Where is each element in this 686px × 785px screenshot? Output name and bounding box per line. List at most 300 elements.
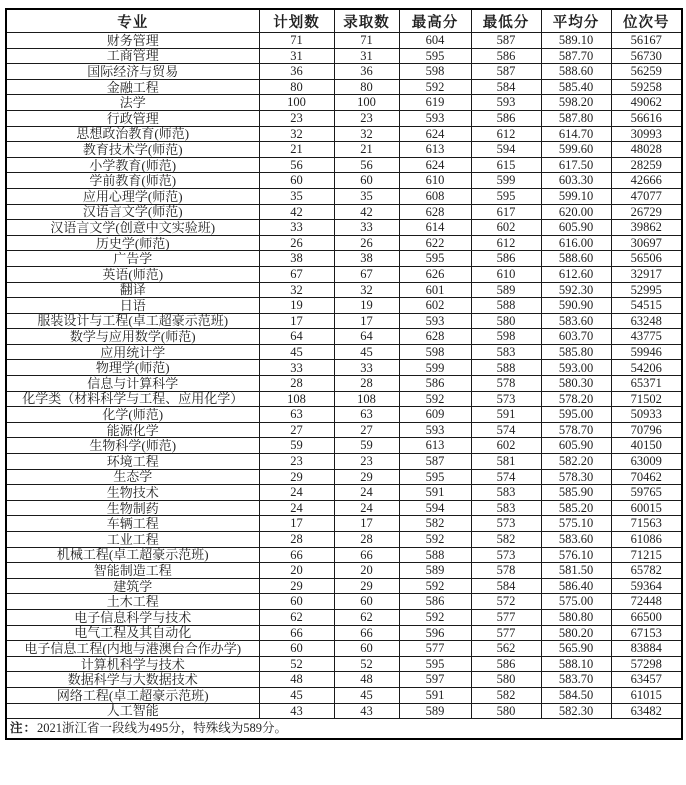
cell-avg-score: 598.20 <box>541 95 611 111</box>
cell-avg-score: 580.30 <box>541 376 611 392</box>
cell-rank-no: 71215 <box>611 547 682 563</box>
table-row <box>6 422 682 438</box>
table-row <box>6 220 682 236</box>
cell-rank-no: 59765 <box>611 485 682 501</box>
cell-plan-count: 28 <box>259 532 334 548</box>
cell-major: 网络工程(卓工超豪示范班) <box>6 687 259 703</box>
cell-admit-count: 71 <box>334 33 399 49</box>
cell-rank-no: 61086 <box>611 532 682 548</box>
cell-admit-count: 60 <box>334 594 399 610</box>
table-row <box>6 641 682 657</box>
cell-plan-count: 56 <box>259 157 334 173</box>
cell-min-score: 581 <box>471 454 541 470</box>
cell-max-score: 601 <box>399 282 471 298</box>
cell-plan-count: 60 <box>259 594 334 610</box>
cell-min-score: 584 <box>471 578 541 594</box>
cell-admit-count: 23 <box>334 110 399 126</box>
cell-avg-score: 589.10 <box>541 33 611 49</box>
cell-min-score: 602 <box>471 438 541 454</box>
table-row <box>6 391 682 407</box>
cell-admit-count: 35 <box>334 188 399 204</box>
cell-min-score: 583 <box>471 344 541 360</box>
cell-plan-count: 19 <box>259 298 334 314</box>
cell-max-score: 595 <box>399 251 471 267</box>
cell-avg-score: 582.30 <box>541 703 611 719</box>
cell-plan-count: 36 <box>259 64 334 80</box>
cell-rank-no: 67153 <box>611 625 682 641</box>
cell-rank-no: 70462 <box>611 469 682 485</box>
cell-rank-no: 47077 <box>611 188 682 204</box>
cell-major: 计算机科学与技术 <box>6 656 259 672</box>
cell-min-score: 612 <box>471 235 541 251</box>
cell-major: 历史学(师范) <box>6 235 259 251</box>
cell-major: 能源化学 <box>6 422 259 438</box>
cell-max-score: 589 <box>399 563 471 579</box>
cell-min-score: 588 <box>471 298 541 314</box>
cell-major: 教育技术学(师范) <box>6 142 259 158</box>
table-row <box>6 95 682 111</box>
cell-rank-no: 60015 <box>611 500 682 516</box>
cell-rank-no: 66500 <box>611 609 682 625</box>
cell-rank-no: 42666 <box>611 173 682 189</box>
cell-min-score: 578 <box>471 376 541 392</box>
cell-max-score: 613 <box>399 438 471 454</box>
cell-max-score: 628 <box>399 329 471 345</box>
cell-admit-count: 45 <box>334 687 399 703</box>
cell-plan-count: 20 <box>259 563 334 579</box>
cell-avg-score: 603.70 <box>541 329 611 345</box>
cell-avg-score: 578.30 <box>541 469 611 485</box>
table-row <box>6 157 682 173</box>
cell-major: 国际经济与贸易 <box>6 64 259 80</box>
cell-plan-count: 28 <box>259 376 334 392</box>
cell-avg-score: 585.20 <box>541 500 611 516</box>
cell-rank-no: 71502 <box>611 391 682 407</box>
table-row <box>6 516 682 532</box>
cell-max-score: 613 <box>399 142 471 158</box>
table-row <box>6 703 682 719</box>
cell-rank-no: 43775 <box>611 329 682 345</box>
cell-avg-score: 599.10 <box>541 188 611 204</box>
col-header-major: 专业 <box>6 9 259 33</box>
cell-max-score: 609 <box>399 407 471 423</box>
cell-rank-no: 49062 <box>611 95 682 111</box>
cell-avg-score: 565.90 <box>541 641 611 657</box>
cell-min-score: 588 <box>471 360 541 376</box>
cell-min-score: 572 <box>471 594 541 610</box>
cell-major: 数学与应用数学(师范) <box>6 329 259 345</box>
cell-max-score: 593 <box>399 313 471 329</box>
cell-avg-score: 587.70 <box>541 48 611 64</box>
cell-min-score: 577 <box>471 625 541 641</box>
cell-rank-no: 54515 <box>611 298 682 314</box>
cell-min-score: 574 <box>471 469 541 485</box>
table-row <box>6 547 682 563</box>
cell-max-score: 591 <box>399 485 471 501</box>
cell-min-score: 617 <box>471 204 541 220</box>
cell-max-score: 591 <box>399 687 471 703</box>
cell-plan-count: 45 <box>259 687 334 703</box>
cell-min-score: 573 <box>471 391 541 407</box>
cell-admit-count: 33 <box>334 360 399 376</box>
cell-admit-count: 108 <box>334 391 399 407</box>
cell-avg-score: 580.20 <box>541 625 611 641</box>
cell-min-score: 615 <box>471 157 541 173</box>
cell-major: 环境工程 <box>6 454 259 470</box>
cell-admit-count: 43 <box>334 703 399 719</box>
cell-max-score: 610 <box>399 173 471 189</box>
cell-admit-count: 64 <box>334 329 399 345</box>
cell-rank-no: 32917 <box>611 266 682 282</box>
cell-admit-count: 32 <box>334 126 399 142</box>
cell-avg-score: 612.60 <box>541 266 611 282</box>
cell-plan-count: 62 <box>259 609 334 625</box>
cell-avg-score: 586.40 <box>541 578 611 594</box>
cell-major: 人工智能 <box>6 703 259 719</box>
cell-plan-count: 24 <box>259 485 334 501</box>
cell-major: 生物科学(师范) <box>6 438 259 454</box>
cell-major: 化学类（材料科学与工程、应用化学） <box>6 391 259 407</box>
cell-max-score: 619 <box>399 95 471 111</box>
table-row <box>6 454 682 470</box>
cell-plan-count: 64 <box>259 329 334 345</box>
cell-avg-score: 605.90 <box>541 220 611 236</box>
table-row <box>6 251 682 267</box>
cell-max-score: 628 <box>399 204 471 220</box>
cell-plan-count: 27 <box>259 422 334 438</box>
cell-min-score: 595 <box>471 188 541 204</box>
cell-avg-score: 620.00 <box>541 204 611 220</box>
cell-max-score: 604 <box>399 33 471 49</box>
cell-min-score: 580 <box>471 313 541 329</box>
cell-rank-no: 57298 <box>611 656 682 672</box>
table-header <box>6 9 682 33</box>
table-row <box>6 235 682 251</box>
cell-major: 生物制药 <box>6 500 259 516</box>
cell-major: 化学(师范) <box>6 407 259 423</box>
cell-min-score: 610 <box>471 266 541 282</box>
cell-major: 机械工程(卓工超豪示范班) <box>6 547 259 563</box>
cell-avg-score: 585.80 <box>541 344 611 360</box>
cell-major: 生物技术 <box>6 485 259 501</box>
cell-avg-score: 590.90 <box>541 298 611 314</box>
cell-min-score: 598 <box>471 329 541 345</box>
col-header-max-score: 最高分 <box>399 9 471 33</box>
cell-avg-score: 581.50 <box>541 563 611 579</box>
cell-plan-count: 33 <box>259 360 334 376</box>
cell-admit-count: 67 <box>334 266 399 282</box>
cell-avg-score: 616.00 <box>541 235 611 251</box>
cell-avg-score: 583.70 <box>541 672 611 688</box>
cell-avg-score: 576.10 <box>541 547 611 563</box>
cell-major: 服装设计与工程(卓工超豪示范班) <box>6 313 259 329</box>
cell-max-score: 592 <box>399 578 471 594</box>
table-footer <box>6 719 682 740</box>
cell-rank-no: 56730 <box>611 48 682 64</box>
cell-min-score: 577 <box>471 609 541 625</box>
cell-plan-count: 31 <box>259 48 334 64</box>
table-row <box>6 110 682 126</box>
cell-admit-count: 21 <box>334 142 399 158</box>
cell-rank-no: 28259 <box>611 157 682 173</box>
cell-major: 应用统计学 <box>6 344 259 360</box>
cell-admit-count: 59 <box>334 438 399 454</box>
cell-major: 学前教育(师范) <box>6 173 259 189</box>
cell-major: 英语(师范) <box>6 266 259 282</box>
table-row <box>6 282 682 298</box>
cell-avg-score: 578.20 <box>541 391 611 407</box>
cell-rank-no: 39862 <box>611 220 682 236</box>
cell-avg-score: 575.10 <box>541 516 611 532</box>
col-header-admit-count: 录取数 <box>334 9 399 33</box>
cell-avg-score: 595.00 <box>541 407 611 423</box>
cell-major: 行政管理 <box>6 110 259 126</box>
cell-admit-count: 24 <box>334 485 399 501</box>
cell-max-score: 577 <box>399 641 471 657</box>
cell-major: 金融工程 <box>6 79 259 95</box>
cell-major: 建筑学 <box>6 578 259 594</box>
header-row <box>6 9 682 33</box>
cell-min-score: 586 <box>471 48 541 64</box>
cell-plan-count: 24 <box>259 500 334 516</box>
cell-min-score: 562 <box>471 641 541 657</box>
cell-rank-no: 30697 <box>611 235 682 251</box>
cell-rank-no: 63248 <box>611 313 682 329</box>
cell-min-score: 586 <box>471 110 541 126</box>
cell-admit-count: 29 <box>334 469 399 485</box>
cell-major: 汉语言文学(师范) <box>6 204 259 220</box>
cell-admit-count: 24 <box>334 500 399 516</box>
cell-plan-count: 52 <box>259 656 334 672</box>
cell-avg-score: 599.60 <box>541 142 611 158</box>
cell-plan-count: 17 <box>259 313 334 329</box>
col-header-rank-no: 位次号 <box>611 9 682 33</box>
cell-rank-no: 54206 <box>611 360 682 376</box>
cell-admit-count: 80 <box>334 79 399 95</box>
cell-avg-score: 603.30 <box>541 173 611 189</box>
footnote-label: 注： <box>10 721 38 736</box>
cell-admit-count: 62 <box>334 609 399 625</box>
cell-plan-count: 29 <box>259 469 334 485</box>
cell-admit-count: 28 <box>334 376 399 392</box>
cell-max-score: 597 <box>399 672 471 688</box>
cell-rank-no: 56259 <box>611 64 682 80</box>
cell-rank-no: 59946 <box>611 344 682 360</box>
cell-plan-count: 66 <box>259 547 334 563</box>
cell-avg-score: 575.00 <box>541 594 611 610</box>
cell-min-score: 578 <box>471 563 541 579</box>
cell-rank-no: 30993 <box>611 126 682 142</box>
cell-max-score: 592 <box>399 532 471 548</box>
cell-plan-count: 60 <box>259 173 334 189</box>
cell-rank-no: 65782 <box>611 563 682 579</box>
cell-major: 翻译 <box>6 282 259 298</box>
cell-major: 广告学 <box>6 251 259 267</box>
table-row <box>6 532 682 548</box>
cell-admit-count: 63 <box>334 407 399 423</box>
cell-plan-count: 100 <box>259 95 334 111</box>
cell-max-score: 593 <box>399 110 471 126</box>
cell-plan-count: 33 <box>259 220 334 236</box>
table-row <box>6 298 682 314</box>
cell-admit-count: 56 <box>334 157 399 173</box>
cell-plan-count: 29 <box>259 578 334 594</box>
table-row <box>6 204 682 220</box>
cell-min-score: 574 <box>471 422 541 438</box>
table-row <box>6 407 682 423</box>
cell-admit-count: 60 <box>334 173 399 189</box>
table-row <box>6 313 682 329</box>
cell-max-score: 592 <box>399 609 471 625</box>
cell-avg-score: 582.20 <box>541 454 611 470</box>
cell-admit-count: 45 <box>334 344 399 360</box>
cell-min-score: 583 <box>471 485 541 501</box>
cell-plan-count: 66 <box>259 625 334 641</box>
cell-rank-no: 63457 <box>611 672 682 688</box>
cell-max-score: 598 <box>399 64 471 80</box>
col-header-min-score: 最低分 <box>471 9 541 33</box>
cell-admit-count: 29 <box>334 578 399 594</box>
cell-plan-count: 23 <box>259 110 334 126</box>
cell-admit-count: 19 <box>334 298 399 314</box>
table-row <box>6 266 682 282</box>
cell-min-score: 573 <box>471 547 541 563</box>
table-row <box>6 79 682 95</box>
cell-admit-count: 27 <box>334 422 399 438</box>
table-row <box>6 33 682 49</box>
cell-rank-no: 56616 <box>611 110 682 126</box>
cell-rank-no: 59258 <box>611 79 682 95</box>
cell-avg-score: 578.70 <box>541 422 611 438</box>
cell-max-score: 595 <box>399 48 471 64</box>
cell-rank-no: 52995 <box>611 282 682 298</box>
cell-major: 信息与计算科学 <box>6 376 259 392</box>
cell-max-score: 588 <box>399 547 471 563</box>
cell-plan-count: 48 <box>259 672 334 688</box>
table-row <box>6 188 682 204</box>
cell-min-score: 599 <box>471 173 541 189</box>
table-row <box>6 500 682 516</box>
cell-major: 汉语言文学(创意中文实验班) <box>6 220 259 236</box>
cell-major: 法学 <box>6 95 259 111</box>
cell-admit-count: 17 <box>334 313 399 329</box>
cell-avg-score: 583.60 <box>541 313 611 329</box>
cell-max-score: 593 <box>399 422 471 438</box>
admission-score-page <box>5 8 681 740</box>
table-row <box>6 672 682 688</box>
table-row <box>6 656 682 672</box>
cell-major: 电子信息科学与技术 <box>6 609 259 625</box>
cell-max-score: 602 <box>399 298 471 314</box>
cell-major: 物理学(师范) <box>6 360 259 376</box>
cell-major: 财务管理 <box>6 33 259 49</box>
cell-major: 数据科学与大数据技术 <box>6 672 259 688</box>
cell-min-score: 587 <box>471 33 541 49</box>
cell-rank-no: 56506 <box>611 251 682 267</box>
footnote-text: 2021浙江省一段线为495分，特殊线为589分。 <box>37 721 288 736</box>
table-row <box>6 594 682 610</box>
cell-admit-count: 42 <box>334 204 399 220</box>
cell-avg-score: 617.50 <box>541 157 611 173</box>
cell-max-score: 622 <box>399 235 471 251</box>
cell-admit-count: 66 <box>334 547 399 563</box>
cell-min-score: 582 <box>471 532 541 548</box>
cell-admit-count: 23 <box>334 454 399 470</box>
cell-avg-score: 588.60 <box>541 251 611 267</box>
cell-plan-count: 63 <box>259 407 334 423</box>
cell-plan-count: 59 <box>259 438 334 454</box>
cell-max-score: 599 <box>399 360 471 376</box>
cell-admit-count: 26 <box>334 235 399 251</box>
cell-max-score: 614 <box>399 220 471 236</box>
cell-admit-count: 28 <box>334 532 399 548</box>
cell-avg-score: 585.90 <box>541 485 611 501</box>
cell-plan-count: 35 <box>259 188 334 204</box>
cell-avg-score: 584.50 <box>541 687 611 703</box>
cell-rank-no: 65371 <box>611 376 682 392</box>
cell-plan-count: 26 <box>259 235 334 251</box>
cell-admit-count: 60 <box>334 641 399 657</box>
cell-admit-count: 38 <box>334 251 399 267</box>
table-row <box>6 329 682 345</box>
cell-major: 电子信息工程(内地与港澳台合作办学) <box>6 641 259 657</box>
table-row <box>6 609 682 625</box>
cell-avg-score: 587.80 <box>541 110 611 126</box>
cell-admit-count: 66 <box>334 625 399 641</box>
cell-avg-score: 588.10 <box>541 656 611 672</box>
cell-rank-no: 61015 <box>611 687 682 703</box>
cell-plan-count: 32 <box>259 126 334 142</box>
table-row <box>6 64 682 80</box>
table-row <box>6 485 682 501</box>
cell-admit-count: 32 <box>334 282 399 298</box>
cell-plan-count: 23 <box>259 454 334 470</box>
cell-plan-count: 71 <box>259 33 334 49</box>
cell-min-score: 582 <box>471 687 541 703</box>
cell-avg-score: 592.30 <box>541 282 611 298</box>
cell-admit-count: 100 <box>334 95 399 111</box>
cell-admit-count: 52 <box>334 656 399 672</box>
table-row <box>6 142 682 158</box>
cell-max-score: 624 <box>399 157 471 173</box>
cell-major: 工业工程 <box>6 532 259 548</box>
cell-rank-no: 56167 <box>611 33 682 49</box>
cell-max-score: 582 <box>399 516 471 532</box>
cell-min-score: 593 <box>471 95 541 111</box>
cell-plan-count: 108 <box>259 391 334 407</box>
cell-major: 车辆工程 <box>6 516 259 532</box>
cell-avg-score: 580.80 <box>541 609 611 625</box>
cell-min-score: 594 <box>471 142 541 158</box>
table-row <box>6 360 682 376</box>
cell-rank-no: 50933 <box>611 407 682 423</box>
cell-max-score: 598 <box>399 344 471 360</box>
table-row <box>6 438 682 454</box>
cell-admit-count: 17 <box>334 516 399 532</box>
table-row <box>6 578 682 594</box>
cell-max-score: 626 <box>399 266 471 282</box>
cell-rank-no: 83884 <box>611 641 682 657</box>
cell-admit-count: 33 <box>334 220 399 236</box>
cell-avg-score: 588.60 <box>541 64 611 80</box>
table-row <box>6 48 682 64</box>
cell-plan-count: 42 <box>259 204 334 220</box>
cell-rank-no: 63009 <box>611 454 682 470</box>
cell-max-score: 586 <box>399 376 471 392</box>
cell-plan-count: 32 <box>259 282 334 298</box>
cell-rank-no: 59364 <box>611 578 682 594</box>
table-row <box>6 376 682 392</box>
